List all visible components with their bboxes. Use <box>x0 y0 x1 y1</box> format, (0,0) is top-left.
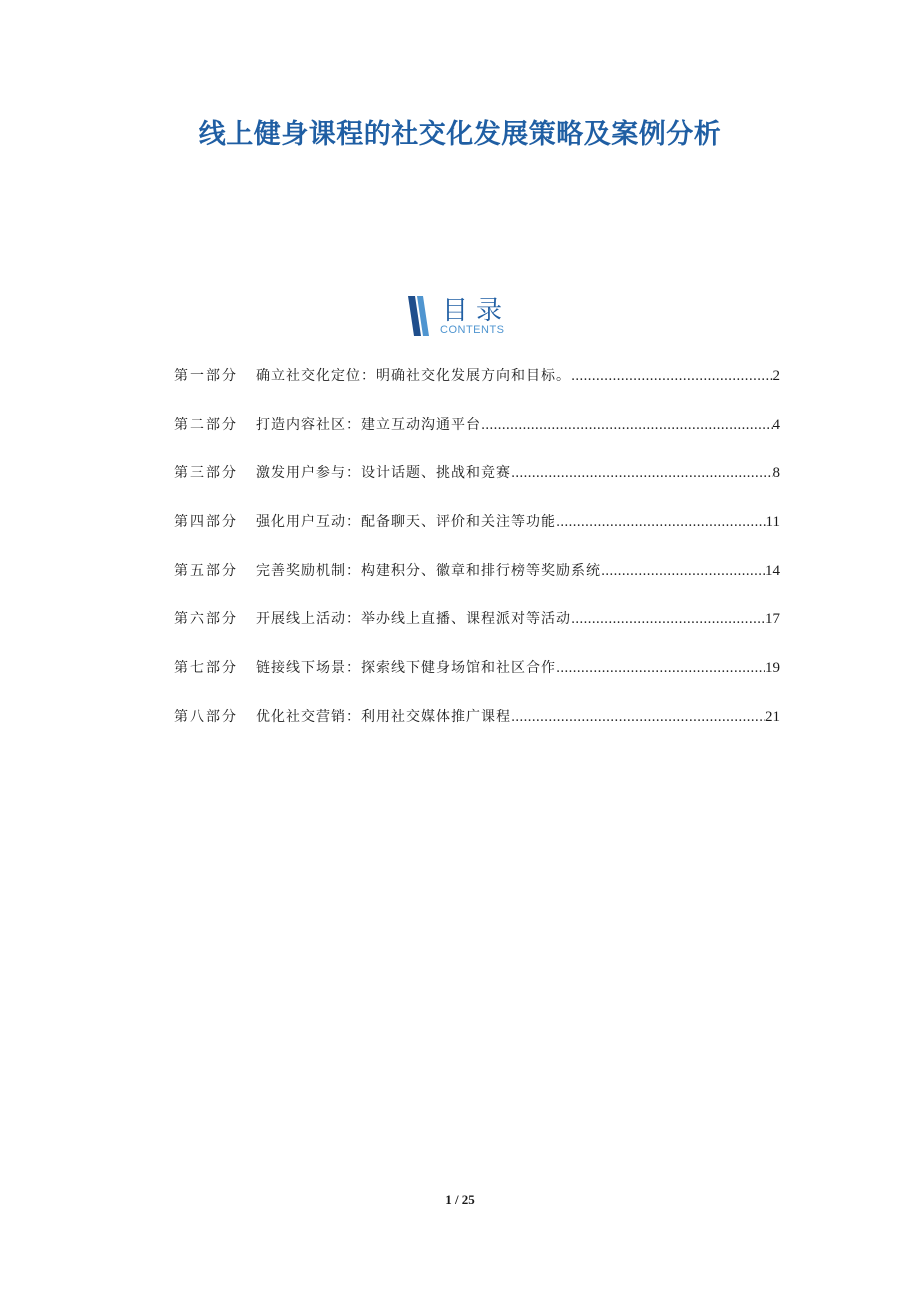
toc-entry-part: 第三部分 <box>174 465 238 482</box>
toc-entry-text: 打造内容社区：建立互动沟通平台 <box>256 416 481 433</box>
toc-entry-part: 第七部分 <box>174 660 238 677</box>
toc-entry-page: 14 <box>765 562 780 579</box>
toc-entry-leader <box>511 708 765 728</box>
toc-entry[interactable] <box>174 561 780 610</box>
toc-entry-leader <box>556 513 766 533</box>
toc-entry[interactable] <box>174 707 780 756</box>
toc-entry-leader <box>601 562 765 582</box>
toc-entry[interactable] <box>174 658 780 707</box>
toc-entry-text: 优化社交营销：利用社交媒体推广课程 <box>256 708 511 725</box>
toc-entry-part: 第一部分 <box>174 368 238 384</box>
toc-entry-page: 21 <box>765 708 780 725</box>
toc-entry-part: 第二部分 <box>174 416 238 433</box>
toc-heading <box>406 294 546 340</box>
toc-entry-text: 开展线上活动：举办线上直播、课程派对等活动 <box>256 611 571 628</box>
toc-entry-part: 第四部分 <box>174 514 238 531</box>
toc-entry-part: 第八部分 <box>174 708 238 725</box>
toc-heading-en: CONTENTS <box>440 324 505 336</box>
document-title: 线上健身课程的社交化发展策略及案例分析 <box>198 119 722 150</box>
toc-entry-leader <box>571 367 773 387</box>
toc-entry-leader <box>571 610 765 630</box>
toc-entry[interactable] <box>174 512 780 561</box>
toc-entry-text: 确立社交化定位：明确社交化发展方向和目标。 <box>256 368 571 384</box>
toc-logo-icon <box>406 294 434 338</box>
toc-entry-text: 链接线下场景：探索线下健身场馆和社区合作 <box>256 660 556 677</box>
toc-entry-text: 完善奖励机制：构建积分、徽章和排行榜等奖励系统 <box>256 562 601 579</box>
toc-entry-part: 第五部分 <box>174 562 238 579</box>
toc-entry-leader <box>511 464 773 484</box>
toc-entry-leader <box>481 416 773 436</box>
toc-entry[interactable] <box>174 366 780 415</box>
toc-entry-page: 2 <box>772 368 780 384</box>
toc-entry-page: 19 <box>765 660 780 677</box>
toc-entry-part: 第六部分 <box>174 611 238 628</box>
toc-list <box>174 366 780 756</box>
page-indicator: 1 / 25 <box>445 1192 475 1207</box>
toc-entry[interactable] <box>174 609 780 658</box>
toc-heading-zh: 目录 <box>442 296 511 326</box>
toc-entry-page: 17 <box>765 611 780 628</box>
toc-entry-text: 强化用户互动：配备聊天、评价和关注等功能 <box>256 514 556 531</box>
toc-entry-text: 激发用户参与：设计话题、挑战和竞赛 <box>256 465 511 482</box>
toc-entry-page: 11 <box>765 514 780 531</box>
toc-entry-page: 4 <box>772 416 780 433</box>
toc-entry-page: 8 <box>772 465 780 482</box>
toc-entry[interactable] <box>174 463 780 512</box>
toc-entry[interactable] <box>174 415 780 464</box>
toc-entry-leader <box>556 659 765 679</box>
